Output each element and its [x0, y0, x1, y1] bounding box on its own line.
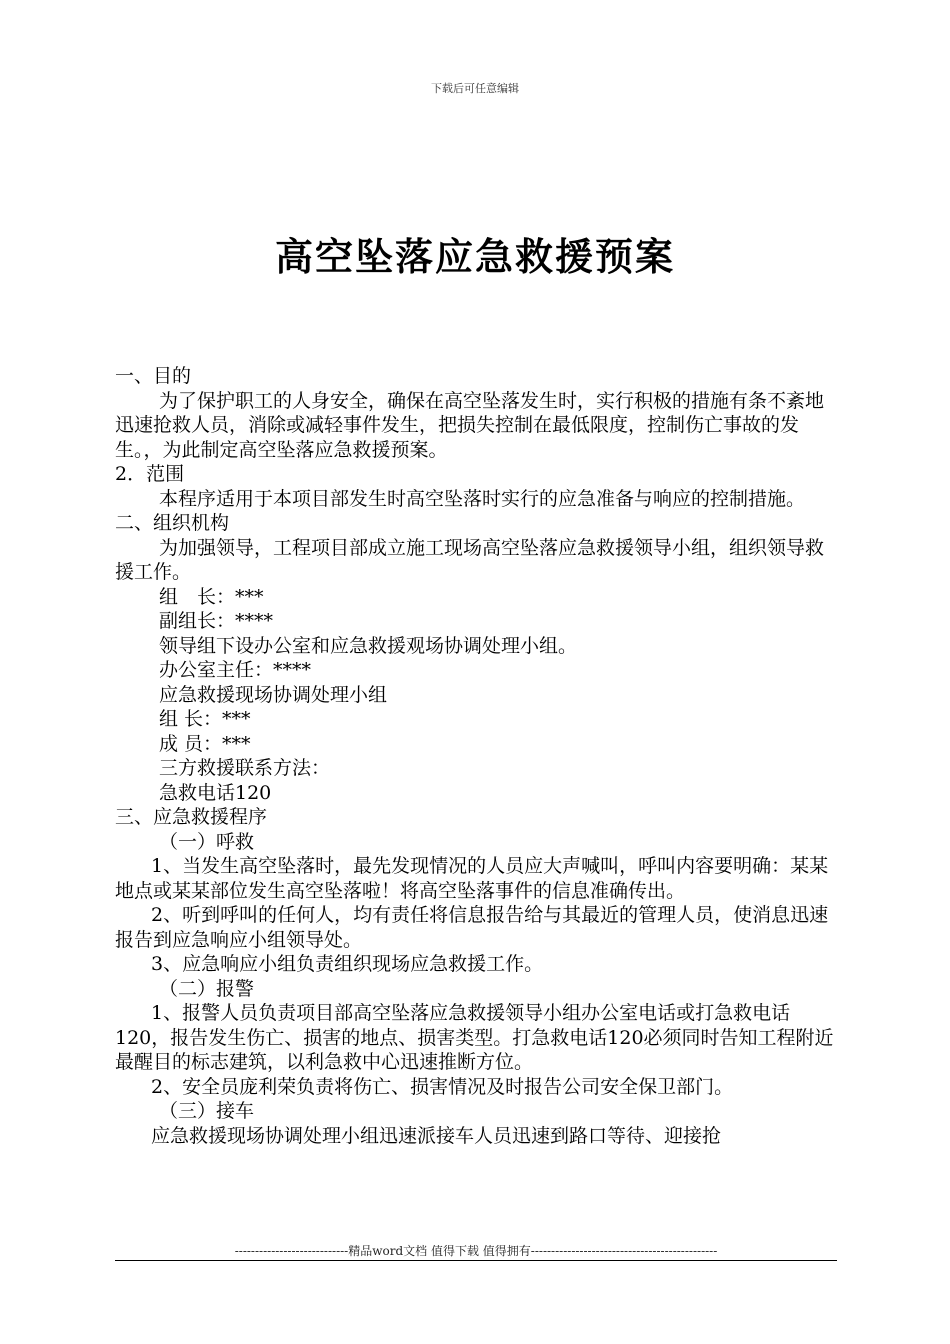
- paragraph: 副组长：****: [159, 610, 274, 632]
- paragraph: 组 长：***: [159, 708, 251, 730]
- paragraph: 领导组下设办公室和应急救援观场协调处理小组。: [159, 634, 578, 657]
- paragraph: 急救电话120: [159, 781, 272, 804]
- paragraph: 二、组织机构: [115, 512, 230, 534]
- paragraph: 三方救援联系方法：: [159, 757, 331, 779]
- paragraph: 1、当发生高空坠落时，最先发现情况的人员应大声喊叫，呼叫内容要明确：某某地点或某某部位发生高空坠落啦！将高空坠落事件的信息准确传出。: [115, 855, 829, 902]
- paragraph: 2、安全员庞利荣负责将伤亡、损害情况及时报告公司安全保卫部门。: [151, 1075, 734, 1098]
- paragraph: 组 长：***: [159, 585, 264, 608]
- paragraph: 一、目的: [115, 365, 192, 387]
- paragraph: 成 员：***: [159, 732, 251, 755]
- paragraph: 应急救援现场协调处理小组迅速派接车人员迅速到路口等待、迎接抢: [151, 1124, 722, 1147]
- page-footer: ----------------------------精品word文档 值得下载 值得拥有----------------------------------------------: [234, 1244, 718, 1258]
- paragraph: 为加强领导，工程项目部成立施工现场高空坠落应急救援领导小组，组织领导救援工作。: [115, 536, 825, 583]
- paragraph: 办公室主任：****: [159, 659, 312, 681]
- document-title: 高空坠落应急救援预案: [274, 234, 675, 279]
- paragraph: 为了保护职工的人身安全，确保在高空坠落发生时，实行积极的措施有条不紊地迅速抢救人员，消除或减轻事件发生，把损失控制在最低限度，控制伤亡事故的发生。，为此制定高空坠落应急救援预案。: [115, 389, 825, 461]
- paragraph: 三、应急救援程序: [115, 806, 268, 828]
- paragraph: 1、报警人员负责项目部高空坠落应急救援领导小组办公室电话或打急救电话120，报告发生伤亡、损害的地点、损害类型。打急救电话120必须同时告知工程附近最醒目的标志建筑，以利急救中心迅速推断方位。: [115, 1002, 834, 1073]
- footer-divider: [115, 1260, 837, 1261]
- paragraph: 3、应急响应小组负责组织现场应急救援工作。: [151, 953, 544, 975]
- paragraph: （三）接车: [159, 1100, 255, 1122]
- paragraph: （二）报警: [159, 977, 255, 1000]
- paragraph: 2．范围: [115, 463, 185, 485]
- paragraph: 本程序适用于本项目部发生时高空坠落时实行的应急准备与响应的控制措施。: [159, 487, 806, 510]
- paragraph: 应急救援现场协调处理小组: [159, 683, 388, 706]
- document-body: [115, 364, 840, 1148]
- page-header: 下载后可任意编辑: [431, 82, 519, 95]
- paragraph: （一）呼救: [159, 830, 255, 853]
- paragraph: 2、听到呼叫的任何人，均有责任将信息报告给与其最近的管理人员，使消息迅速报告到应急响应小组领导处。: [115, 904, 829, 951]
